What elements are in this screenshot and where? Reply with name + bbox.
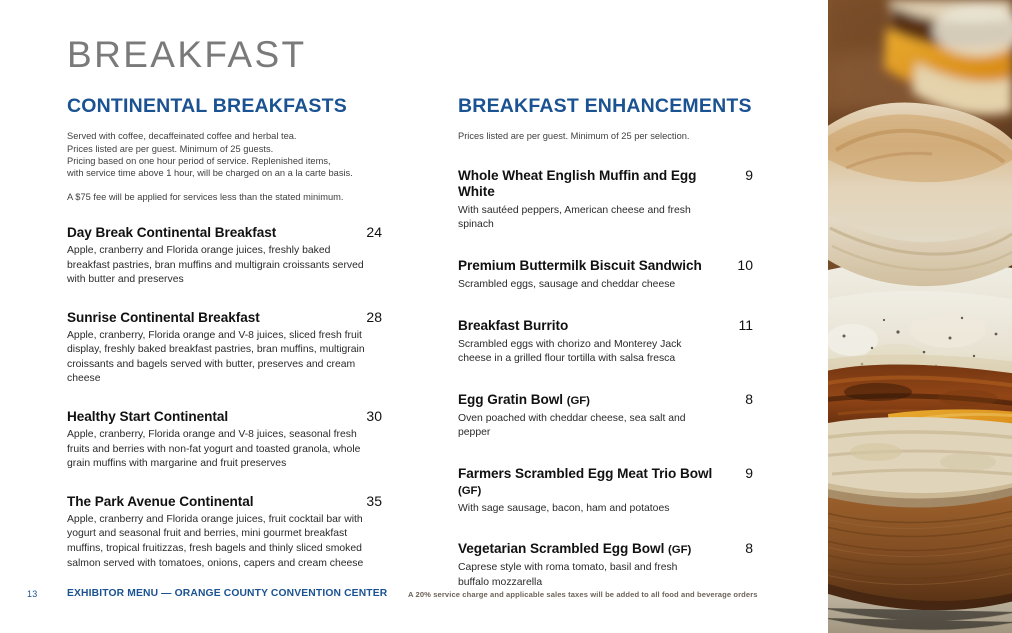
menu-item <box>458 391 753 441</box>
menu-item <box>458 257 753 293</box>
menu-item-title: Premium Buttermilk Biscuit Sandwich <box>458 257 702 273</box>
menu-item-description: With sage sausage, bacon, ham and potatoes <box>458 502 670 514</box>
page-number: 13 <box>27 589 38 599</box>
menu-item-head <box>67 309 382 326</box>
intro-line: Pricing based on one hour period of service. Replenished items, <box>67 156 331 167</box>
menu-item-name <box>458 318 568 335</box>
menu-item-title: Breakfast Burrito <box>458 317 569 333</box>
menu-item-head <box>67 493 382 510</box>
menu-item-head <box>458 167 753 201</box>
menu-item-head <box>458 391 753 409</box>
menu-item <box>458 465 753 517</box>
menu-item-description: Apple, cranberry and Florida orange juices, freshly baked breakfast pastries, bran muffins and multigrain croissants served with butter and preserves <box>67 244 364 286</box>
enhancements-intro <box>458 130 753 142</box>
menu-item-name: Sunrise Continental Breakfast <box>67 309 260 325</box>
footer-service-charge-note: A 20% service charge and applicable sales taxes will be added to all food and beverage orders <box>408 590 758 599</box>
menu-item-title: Whole Wheat English Muffin and Egg White <box>458 167 697 199</box>
menu-item-name: Day Break Continental Breakfast <box>67 224 277 240</box>
menu-item-head <box>67 224 382 241</box>
menu-item-description: Apple, cranberry, Florida orange and V-8 juices, sliced fresh fruit display, freshly baked breakfast pastries, bran muffins, multigrain croissants and bagels served with butter, preserves and cream cheese <box>67 329 365 385</box>
menu-item-name <box>458 466 723 499</box>
breakfast-sandwich-photo-image <box>828 0 1012 633</box>
menu-item-name <box>458 258 702 275</box>
menu-item-name: The Park Avenue Continental <box>67 493 254 509</box>
gluten-free-tag: (GF) <box>566 394 590 407</box>
menu-item-price: 8 <box>745 390 753 407</box>
menu-item <box>458 540 753 590</box>
page-title: BREAKFAST <box>67 34 307 75</box>
menu-item-title: Farmers Scrambled Egg Meat Trio Bowl <box>458 465 713 481</box>
menu-item-head <box>458 465 753 499</box>
intro-line: Prices listed are per guest. Minimum of 25 guests. <box>67 143 274 154</box>
menu-item-description: With sautéed peppers, American cheese and fresh spinach <box>458 204 691 231</box>
enhancements-items-list <box>458 167 753 591</box>
menu-item-head <box>67 408 382 425</box>
menu-item-description: Apple, cranberry, Florida orange and V-8 juices, seasonal fresh fruits and berries with non-fat yogurt and toasted granola, whole grain muffins with margarine and fruit preserves <box>67 429 361 470</box>
intro-fee-note: A $75 fee will be applied for services less than the stated minimum. <box>67 191 344 202</box>
menu-item-head <box>458 257 753 275</box>
menu-item <box>458 317 753 367</box>
menu-item-name <box>458 541 691 558</box>
menu-item-description: Scrambled eggs with chorizo and Monterey Jack cheese in a grilled flour tortilla with salsa fresca <box>458 338 682 365</box>
menu-item-price: 30 <box>366 408 382 425</box>
section-heading-continental: CONTINENTAL BREAKFASTS <box>67 95 347 117</box>
intro-line: Prices listed are per guest. Minimum of 25 per selection. <box>458 131 690 142</box>
footer-title: EXHIBITOR MENU — ORANGE COUNTY CONVENTION CENTER <box>67 588 388 599</box>
gluten-free-tag: (GF) <box>668 544 692 557</box>
menu-item-price: 8 <box>745 540 753 557</box>
menu-item-name: Healthy Start Continental <box>67 409 229 425</box>
section-heading-enhancements: BREAKFAST ENHANCEMENTS <box>458 95 752 117</box>
continental-breakfasts-column <box>67 96 382 571</box>
menu-item <box>67 493 382 571</box>
menu-item <box>67 224 382 288</box>
menu-item-description: Caprese style with roma tomato, basil and fresh buffalo mozzarella <box>458 562 678 589</box>
menu-item-description: Apple, cranberry and Florida orange juices, fruit cocktail bar with yogurt and seasonal fruit and berries, mini gourmet breakfast muffins, tropical fruitizzas, fresh bagels and thinly sliced smoked salmon served with tomatoes, onions, capers and cream cheese <box>67 513 364 569</box>
menu-item-price: 10 <box>737 256 753 273</box>
continental-items-list <box>67 224 382 571</box>
menu-item-description: Oven poached with cheddar cheese, sea salt and pepper <box>458 412 686 439</box>
page-footer <box>0 589 828 633</box>
menu-item-title: Vegetarian Scrambled Egg Bowl <box>458 541 665 557</box>
menu-item-description: Scrambled eggs, sausage and cheddar cheese <box>458 278 676 290</box>
intro-line: with service time above 1 hour, will be charged on an a la carte basis. <box>67 168 353 179</box>
menu-item-head <box>458 540 753 558</box>
menu-item-price: 35 <box>366 492 382 509</box>
menu-item-head <box>458 317 753 335</box>
gluten-free-tag: (GF) <box>458 484 482 497</box>
continental-intro <box>67 130 382 202</box>
menu-item-name <box>458 392 590 409</box>
menu-item-title: Egg Gratin Bowl <box>458 391 563 407</box>
menu-item <box>67 408 382 472</box>
menu-item-price: 9 <box>745 166 753 183</box>
menu-item-price: 24 <box>366 223 382 240</box>
breakfast-sandwich-photo <box>828 0 1012 633</box>
menu-item <box>67 309 382 387</box>
menu-item-price: 11 <box>738 316 753 333</box>
intro-line: Served with coffee, decaffeinated coffee and herbal tea. <box>67 131 297 142</box>
menu-item-name <box>458 168 723 201</box>
breakfast-enhancements-column <box>458 96 753 591</box>
menu-item-price: 9 <box>745 464 753 481</box>
menu-item <box>458 167 753 233</box>
menu-item-price: 28 <box>366 308 382 325</box>
